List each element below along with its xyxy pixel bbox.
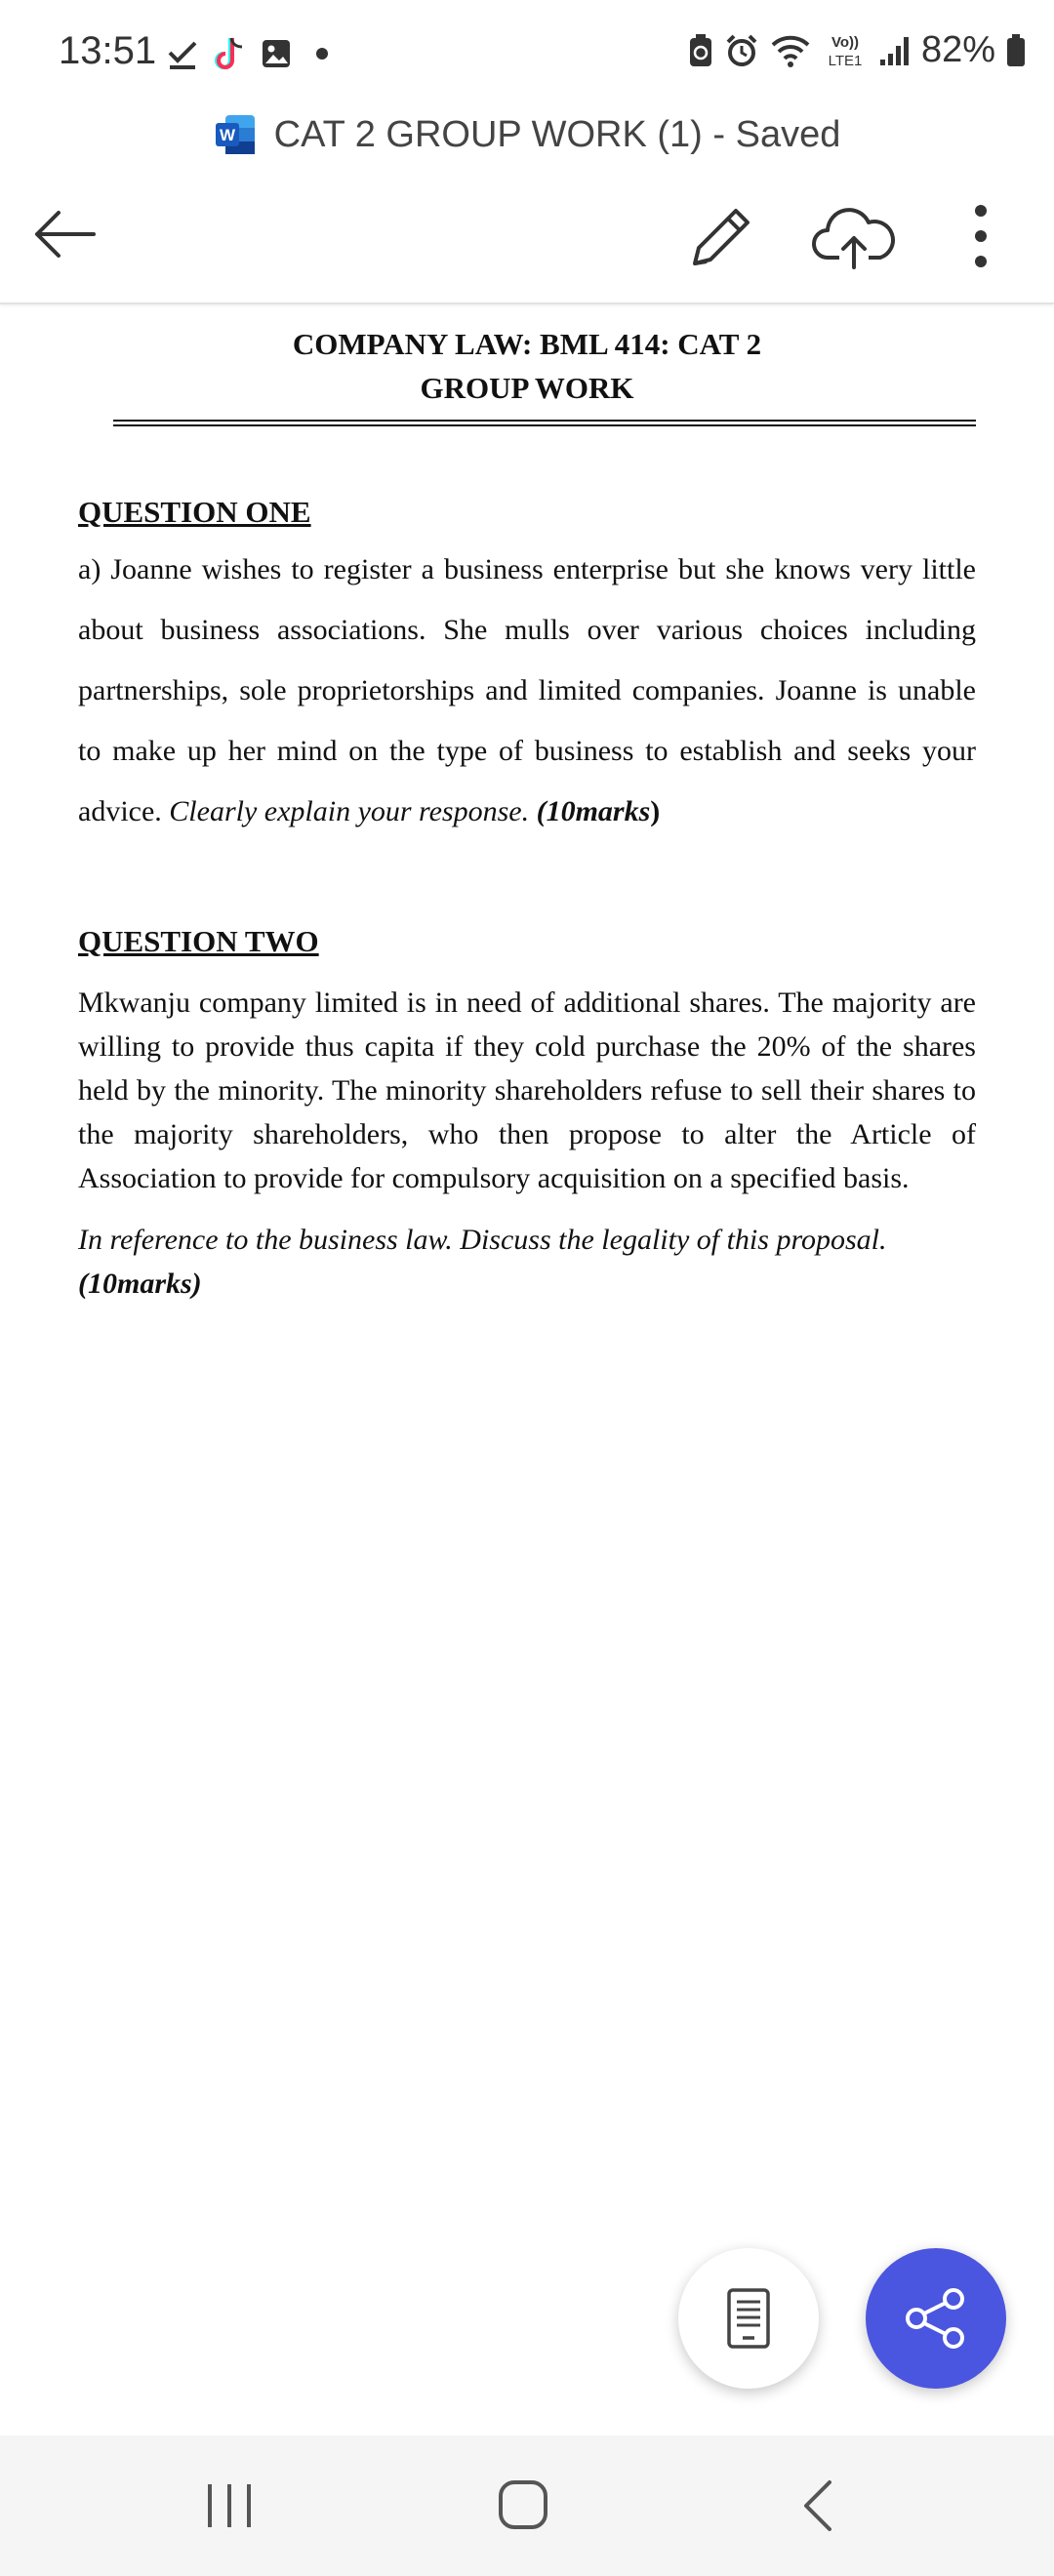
question-two-body: Mkwanju company limited is in need of additional shares. The majority are willing to provide thus capita if they cold purchase the 20% of the shares held by the minority. The minority shareholders refuse to sell their shares to the majority shareholders, who then propose to alter the Article of Association to provide for compulsory acquisition on a specified basis.: [78, 986, 976, 1194]
word-icon: [214, 113, 257, 156]
volte-icon: [822, 31, 869, 70]
toolbar: [0, 176, 1054, 304]
status-bar: [0, 0, 1054, 107]
svg-text:LTE1: LTE1: [828, 52, 863, 69]
heading-line-1: COMPANY LAW: BML 414: CAT 2: [292, 327, 762, 361]
alarm-icon: [724, 33, 759, 68]
battery-percent: 82%: [920, 29, 995, 70]
check-icon: [166, 37, 199, 70]
battery-icon: [1005, 33, 1027, 68]
more-vertical-icon[interactable]: [956, 197, 1005, 275]
question-two-marks: (10marks): [78, 1268, 202, 1300]
question-one-heading: QUESTION ONE: [78, 495, 311, 529]
document-title-bar[interactable]: [0, 105, 1054, 164]
question-two-heading: QUESTION TWO: [78, 924, 319, 958]
mobile-view-button[interactable]: [678, 2248, 819, 2389]
share-icon: [901, 2283, 971, 2354]
question-one-marks: (10marks: [536, 795, 651, 827]
document-page: [78, 322, 976, 1306]
wifi-icon: [769, 33, 812, 68]
document-title: CAT 2 GROUP WORK (1) - Saved: [273, 113, 841, 155]
signal-icon: [878, 34, 912, 67]
question-one-body: a) Joanne wishes to register a business enterprise but she knows very little about business associations. She mulls over various choices including partnerships, sole proprietorships and limited companies. Joanne is unable to make up her mind on the type of business to establish and seeks your advice.: [78, 553, 976, 827]
question-one-text: [78, 540, 976, 842]
document-heading: [78, 322, 976, 410]
system-status: [687, 29, 1027, 71]
status-time: 13:51: [59, 29, 157, 72]
svg-text:W: W: [219, 126, 235, 144]
recents-icon[interactable]: [200, 2476, 259, 2535]
back-arrow-icon[interactable]: [27, 197, 101, 271]
more-notifications-dot: [316, 48, 328, 60]
question-one-marks-close: ): [650, 795, 661, 827]
notification-icons: [166, 35, 328, 72]
nav-back-icon[interactable]: [792, 2476, 841, 2535]
question-one-instruction: Clearly explain your response.: [169, 795, 530, 827]
svg-text:Vo)): Vo)): [831, 33, 859, 51]
navigation-bar: [0, 2435, 1054, 2576]
question-two-instruction: In reference to the business law. Discuss the legality of this proposal.: [78, 1224, 887, 1256]
battery-saver-icon: [687, 33, 714, 68]
mobile-view-icon: [725, 2287, 772, 2350]
question-two-instruction-block: [78, 1218, 976, 1306]
pencil-icon[interactable]: [683, 197, 761, 275]
gallery-icon: [260, 37, 293, 70]
home-icon[interactable]: [493, 2475, 553, 2535]
tiktok-icon: [213, 35, 246, 72]
cloud-upload-icon[interactable]: [810, 197, 898, 275]
heading-line-2: GROUP WORK: [420, 371, 634, 405]
share-button[interactable]: [866, 2248, 1006, 2389]
heading-double-rule: [113, 420, 976, 426]
